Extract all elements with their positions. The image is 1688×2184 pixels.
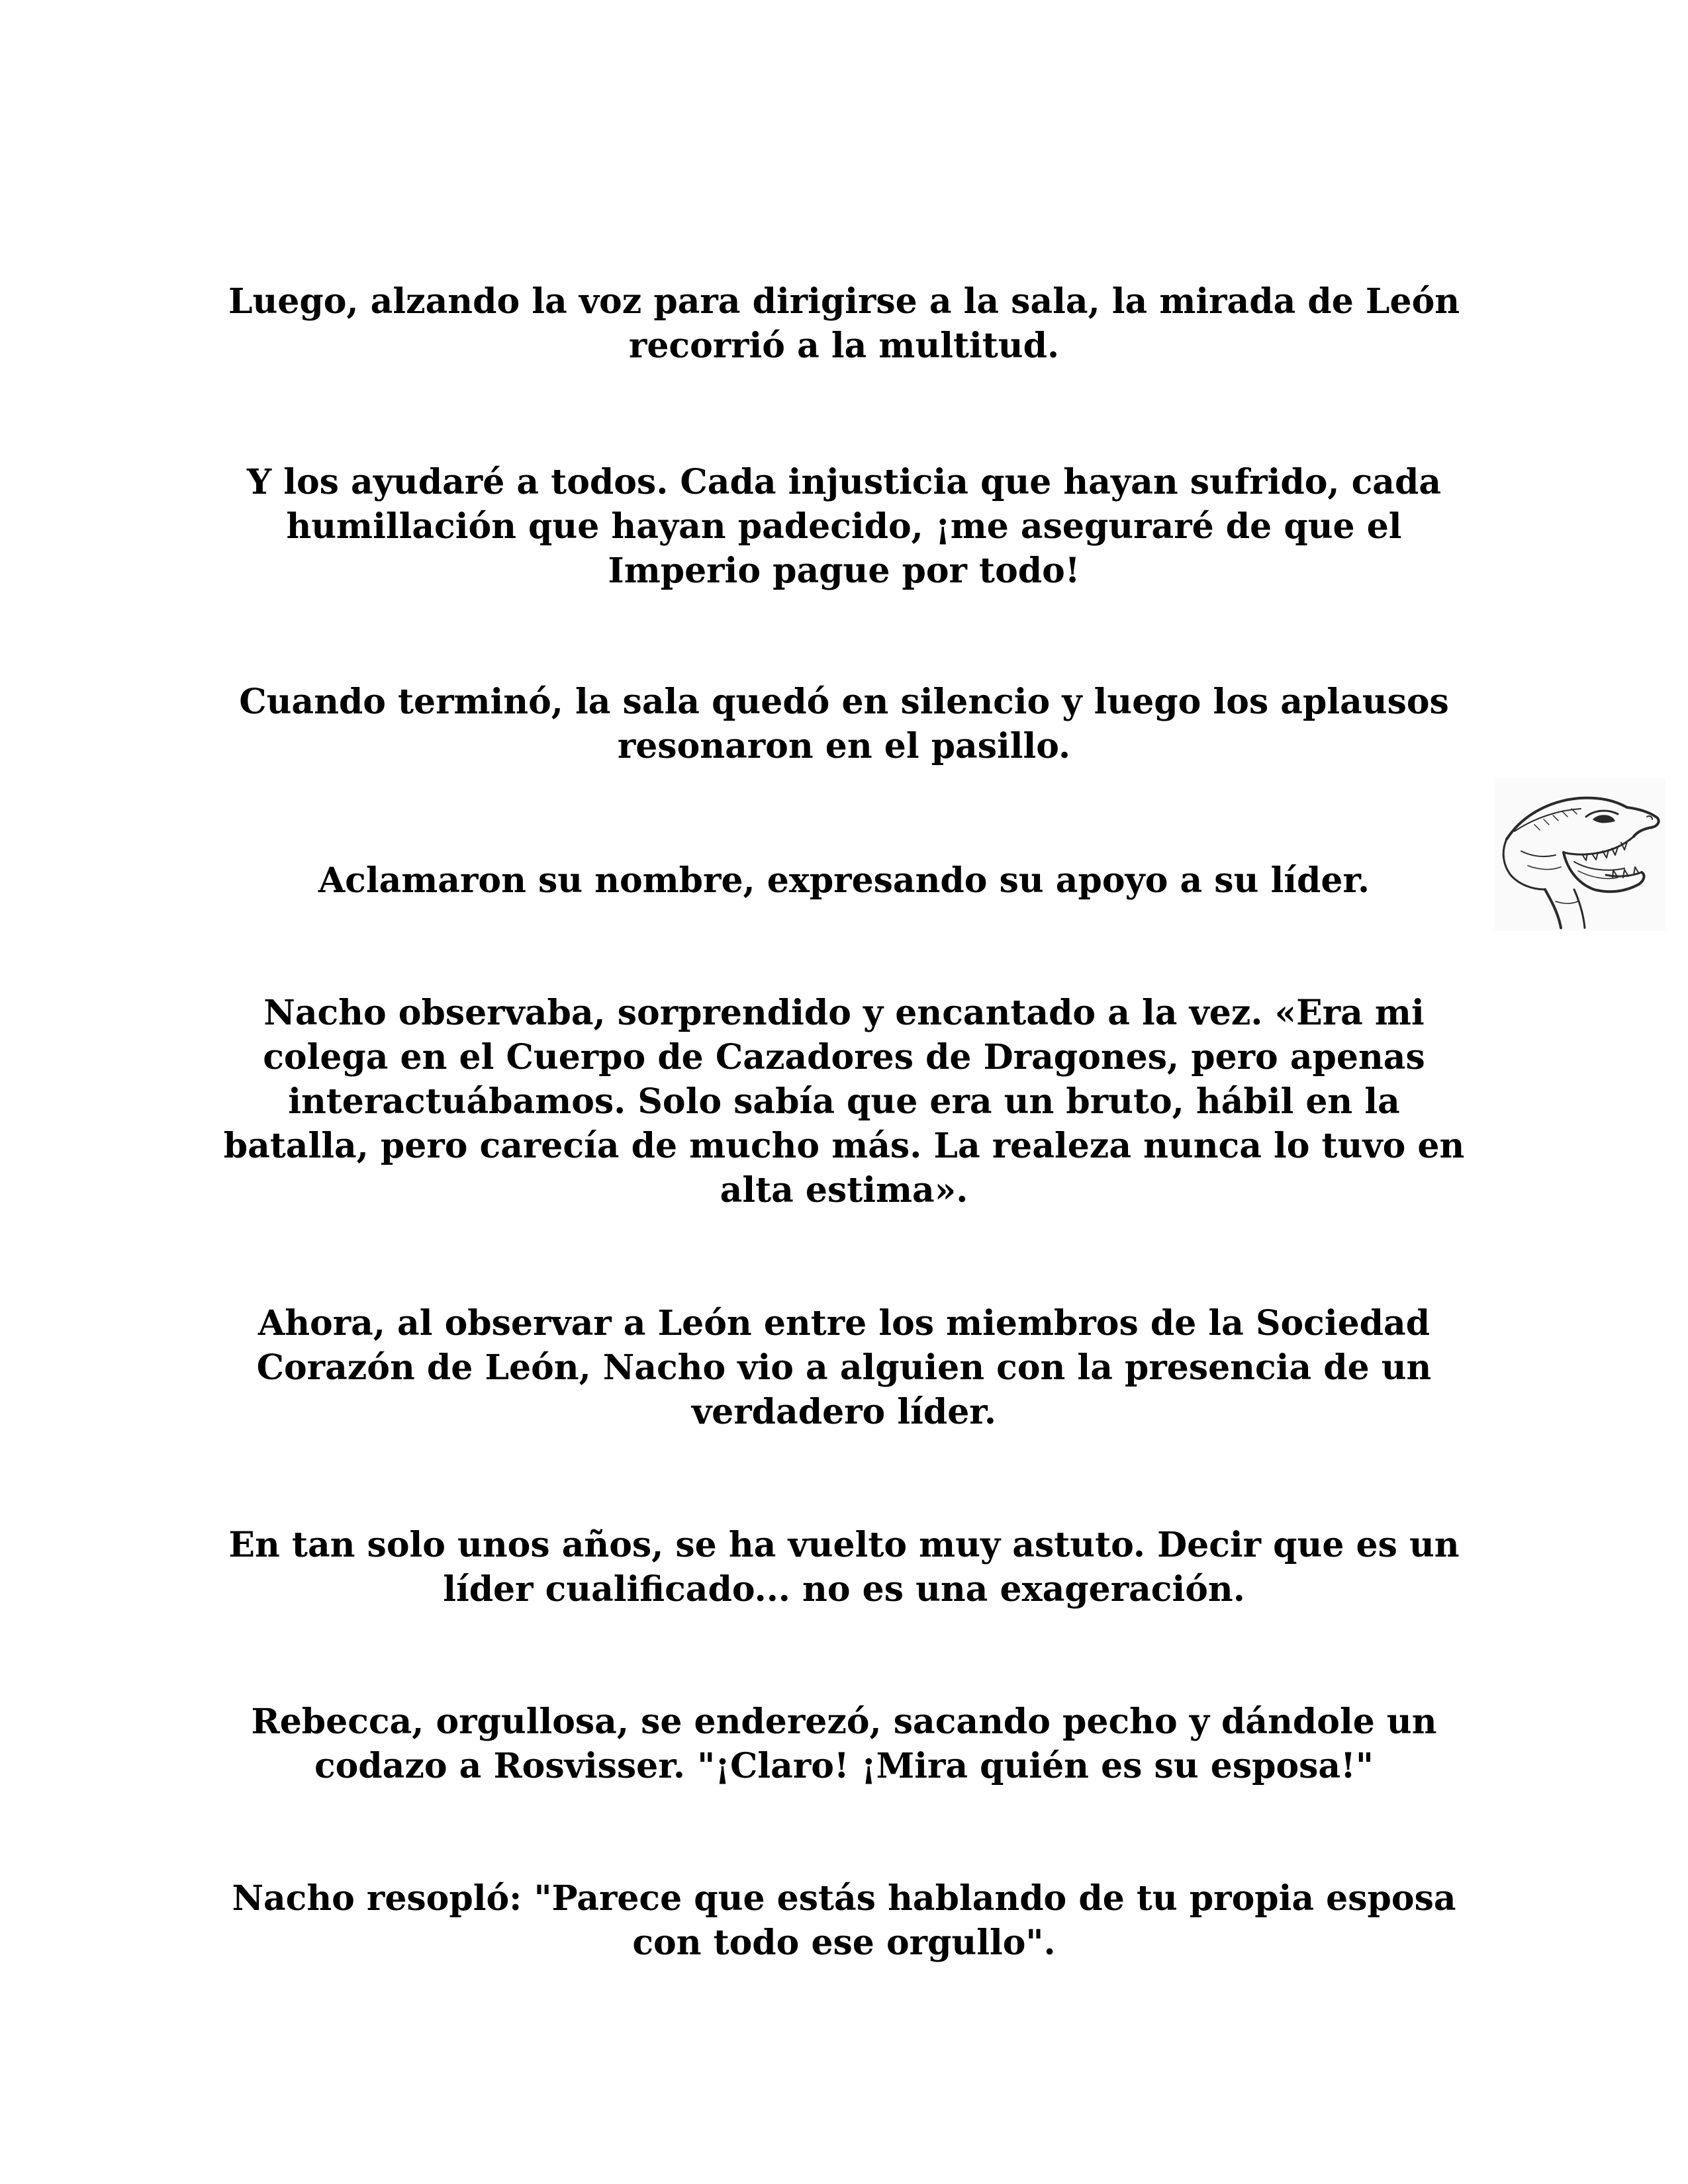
paragraph-3: Cuando terminó, la sala quedó en silencio y luego los aplausos resonaron en el pasillo.	[239, 682, 1449, 766]
paragraph-8: Rebecca, orgullosa, se enderezó, sacando pecho y dándole un codazo a Rosvisser. "¡Claro! ¡Mira quién es su esposa!"	[251, 1702, 1437, 1786]
paragraph-5: Nacho observaba, sorprendido y encantado a la vez. «Era mi colega en el Cuerpo de Cazadores de Dragones, pero apenas interactuábamos. Solo sabía que era un bruto, hábil en la batalla, pero carecía de mucho más. La realeza nunca lo tuvo en alta estima».	[223, 993, 1465, 1210]
paragraph-2: Y los ayudaré a todos. Cada injusticia que hayan sufrido, cada humillación que hayan padecido, ¡me aseguraré de que el Imperio pague por todo!	[246, 462, 1442, 591]
paragraph-6: Ahora, al observar a León entre los miembros de la Sociedad Corazón de León, Nacho vio a alguien con la presencia de un verdadero líder.	[256, 1303, 1432, 1432]
paragraph-1: Luego, alzando la voz para dirigirse a la sala, la mirada de León recorrió a la multitud.	[228, 281, 1460, 366]
dinosaur-head-sketch-icon	[1495, 778, 1665, 931]
paragraph-4: Aclamaron su nombre, expresando su apoyo a su líder.	[318, 860, 1370, 901]
paragraph-9: Nacho resopló: "Parece que estás hablando de tu propia esposa con todo ese orgullo".	[232, 1878, 1456, 1963]
paragraph-7: En tan solo unos años, se ha vuelto muy astuto. Decir que es un líder cualificado... no es una exageración.	[228, 1525, 1460, 1610]
